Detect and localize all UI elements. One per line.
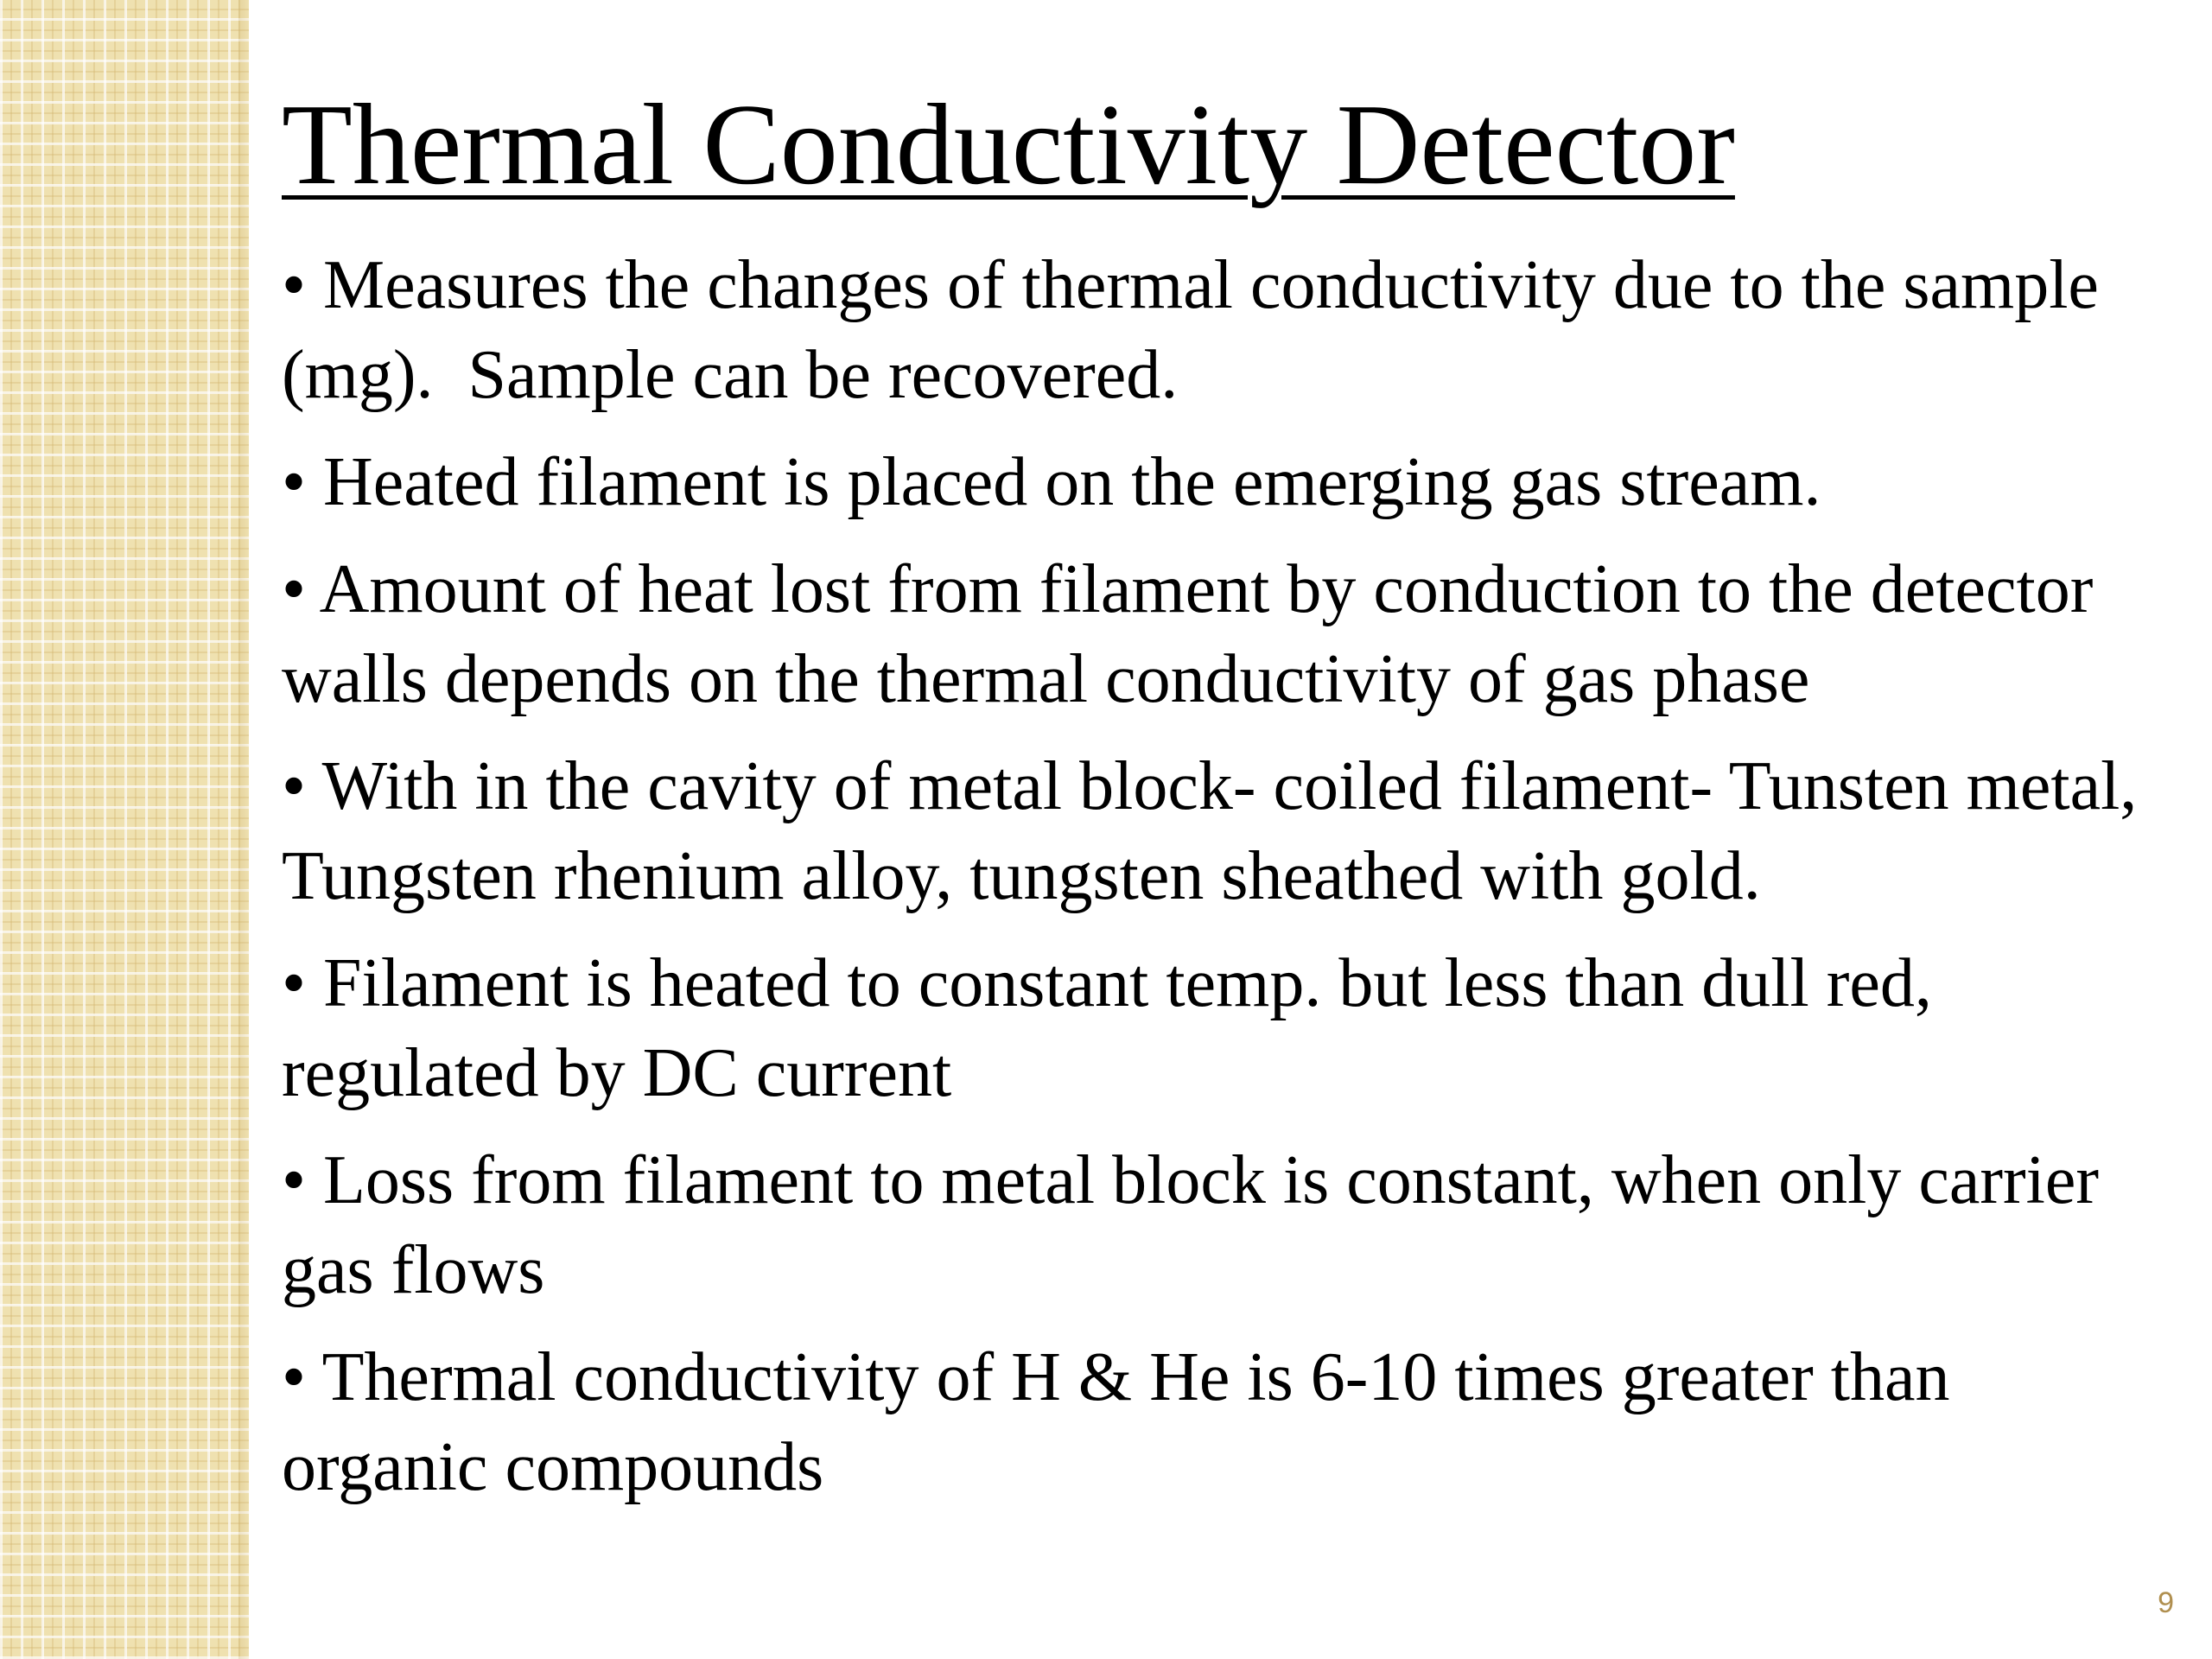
bullet-item: • Loss from filament to metal block is constant, when only carrier gas flows: [282, 1142, 2117, 1308]
page-number: 9: [2158, 1586, 2174, 1619]
bullet-item: • With in the cavity of metal block- coiled filament- Tunsten metal, Tungsten rhenium alloy, tungsten sheathed with gold.: [282, 748, 2153, 914]
slide-title: Thermal Conductivity Detector: [282, 80, 1735, 208]
bullet-item: • Thermal conductivity of H & He is 6-10 times greater than organic compounds: [282, 1339, 1967, 1505]
decorative-sidebar: [0, 0, 249, 1659]
bullet-item: • Heated filament is placed on the emerging gas stream.: [282, 444, 1821, 520]
slide-content: [282, 240, 2153, 1529]
bullet-item: • Amount of heat lost from filament by conduction to the detector walls depends on the thermal conductivity of gas phase: [282, 551, 2111, 717]
sidebar-edge: [238, 0, 249, 1659]
bullet-item: • Filament is heated to constant temp. but less than dull red, regulated by DC current: [282, 945, 1949, 1111]
bullet-item: • Measures the changes of thermal conductivity due to the sample (mg). Sample can be recovered.: [282, 247, 2116, 413]
